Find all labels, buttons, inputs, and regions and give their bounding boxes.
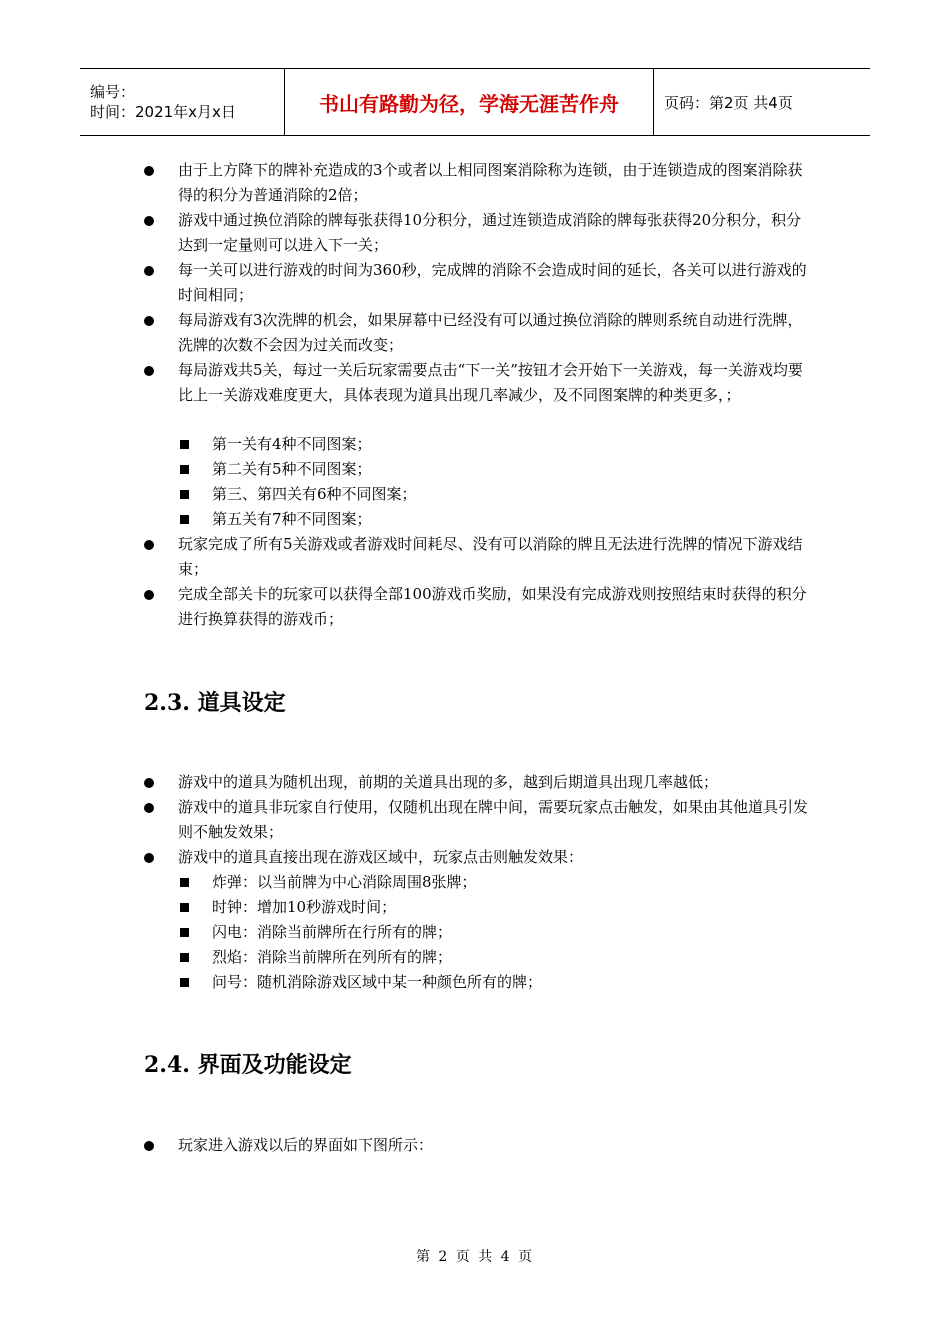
- sub-list-item: 第二关有5种不同图案；: [180, 457, 814, 482]
- header-page-number: 页码：第2页 共4页: [664, 93, 793, 112]
- document-number: 编号：: [90, 83, 136, 101]
- bullet-dot-icon: [144, 266, 154, 276]
- list-item: 完成全部关卡的玩家可以获得全部100游戏币奖励，如果没有完成游戏则按照结束时获得的积分进行换算获得的游戏币；: [144, 582, 814, 632]
- bullet-square-icon: [180, 878, 189, 887]
- page-header: [80, 68, 870, 136]
- header-motto: 书山有路勤为径，学海无涯苦作舟: [284, 69, 654, 135]
- list-item: 游戏中的道具为随机出现，前期的关道具出现的多，越到后期道具出现几率越低；: [144, 770, 814, 795]
- bullet-dot-icon: [144, 216, 154, 226]
- bullet-dot-icon: [144, 853, 154, 863]
- sub-list-item: 闪电：消除当前牌所在行所有的牌；: [180, 920, 814, 945]
- bullet-square-icon: [180, 978, 189, 987]
- sub-list-item: 第一关有4种不同图案；: [180, 432, 814, 457]
- sub-list-item: 问号：随机消除游戏区域中某一种颜色所有的牌；: [180, 970, 814, 995]
- sub-list-item: 第五关有7种不同图案；: [180, 507, 814, 532]
- bullet-square-icon: [180, 515, 189, 524]
- header-left: [80, 69, 284, 135]
- bullet-square-icon: [180, 440, 189, 449]
- bullet-dot-icon: [144, 316, 154, 326]
- page-footer: 第 2 页 共 4 页: [415, 1249, 535, 1265]
- bullet-dot-icon: [144, 803, 154, 813]
- bullet-dot-icon: [144, 166, 154, 176]
- bullet-square-icon: [180, 953, 189, 962]
- bullet-dot-icon: [144, 1141, 154, 1151]
- bullet-square-icon: [180, 465, 189, 474]
- section-heading-ui: 2.4. 界面及功能设定: [144, 1052, 352, 1078]
- bullet-dot-icon: [144, 778, 154, 788]
- list-item: 游戏中的道具直接出现在游戏区域中，玩家点击则触发效果：: [144, 845, 814, 870]
- list-item: 每局游戏共5关，每过一关后玩家需要点击“下一关”按钮才会开始下一关游戏，每一关游戏均要比上一关游戏难度更大，具体表现为道具出现几率减少，及不同图案牌的种类更多，；: [144, 358, 814, 408]
- list-item: 玩家进入游戏以后的界面如下图所示：: [144, 1133, 814, 1158]
- sub-list-item: 炸弹：以当前牌为中心消除周围8张牌；: [180, 870, 814, 895]
- sub-list-item: 烈焰：消除当前牌所在列所有的牌；: [180, 945, 814, 970]
- section-heading-props: 2.3. 道具设定: [144, 690, 286, 716]
- list-item: 由于上方降下的牌补充造成的3个或者以上相同图案消除称为连锁，由于连锁造成的图案消除获得的积分为普通消除的2倍；: [144, 158, 814, 208]
- list-item: 每局游戏有3次洗牌的机会，如果屏幕中已经没有可以通过换位消除的牌则系统自动进行洗牌，洗牌的次数不会因为过关而改变；: [144, 308, 814, 358]
- list-item: 游戏中的道具非玩家自行使用，仅随机出现在牌中间，需要玩家点击触发，如果由其他道具引发则不触发效果；: [144, 795, 814, 845]
- sub-list-item: 时钟：增加10秒游戏时间；: [180, 895, 814, 920]
- bullet-square-icon: [180, 903, 189, 912]
- list-item: 游戏中通过换位消除的牌每张获得10分积分，通过连锁造成消除的牌每张获得20分积分，积分达到一定量则可以进入下一关；: [144, 208, 814, 258]
- bullet-square-icon: [180, 490, 189, 499]
- bullet-dot-icon: [144, 540, 154, 550]
- bullet-dot-icon: [144, 590, 154, 600]
- list-item: 玩家完成了所有5关游戏或者游戏时间耗尽、没有可以消除的牌且无法进行洗牌的情况下游戏结束；: [144, 532, 814, 582]
- list-item: 每一关可以进行游戏的时间为360秒，完成牌的消除不会造成时间的延长，各关可以进行游戏的时间相同；: [144, 258, 814, 308]
- sub-list-item: 第三、第四关有6种不同图案；: [180, 482, 814, 507]
- document-date: 时间：2021年x月x日: [90, 103, 236, 121]
- bullet-dot-icon: [144, 366, 154, 376]
- bullet-square-icon: [180, 928, 189, 937]
